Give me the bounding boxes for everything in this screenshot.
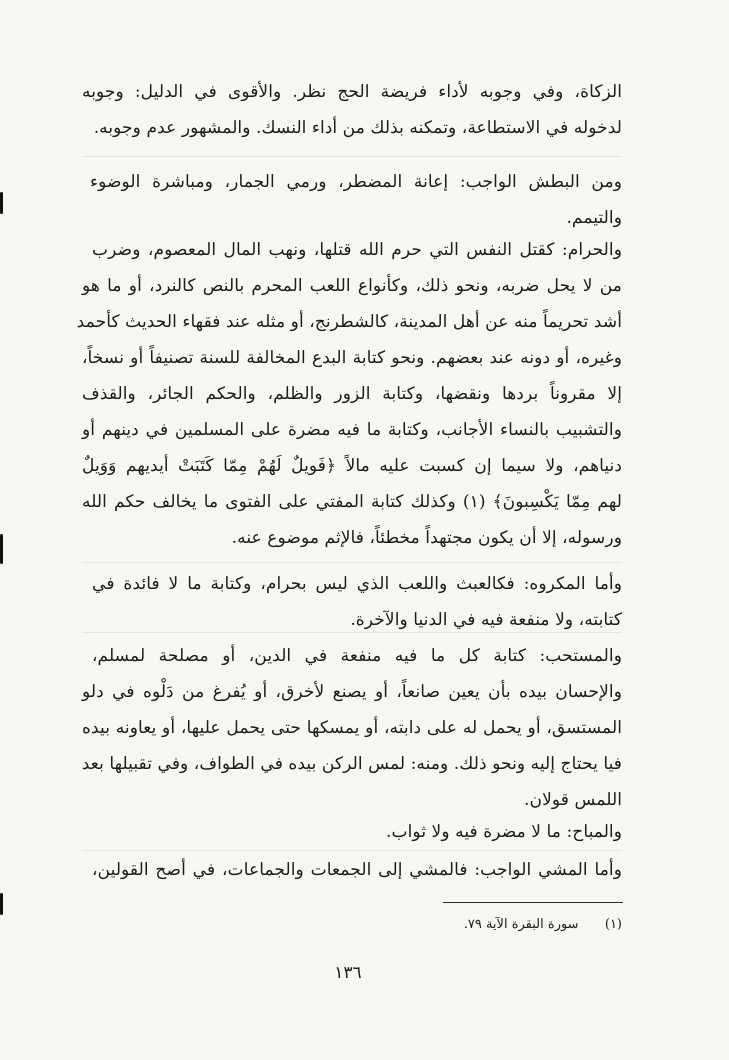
binding-mark-middle bbox=[0, 534, 3, 564]
paragraph-separator bbox=[82, 156, 622, 157]
page-number: ١٣٦ bbox=[334, 963, 362, 983]
text-line: كتابته، ولا منفعة فيه في الدنيا والآخرة. bbox=[350, 610, 622, 630]
text-line: والإحسان بيده بأن يعين صانعاً، أو يصنع لأخرق، أو يُفرغ من دَلْوه في دلو bbox=[82, 682, 622, 702]
text-line: المستسق، أو يحمل له على دابته، أو يمسكها حتى يحمل عليها، أو يعاونه بيده bbox=[82, 718, 622, 738]
text-line: اللمس قولان. bbox=[524, 790, 622, 810]
text-line: والمباح: ما لا مضرة فيه ولا ثواب. bbox=[386, 822, 622, 842]
paragraph-separator bbox=[82, 850, 622, 851]
footnote-separator bbox=[443, 902, 623, 903]
text-line: الزكاة، وفي وجوبه لأداء فريضة الحج نظر. والأقوى في الدليل: وجوبه bbox=[82, 82, 622, 102]
text-line: ورسوله، إلا أن يكون مجتهداً مخطئاً، فالإثم موضوع عنه. bbox=[231, 528, 622, 548]
text-line: لدخوله في الاستطاعة، وتمكنه بذلك من أداء النسك. والمشهور عدم وجوبه. bbox=[93, 118, 622, 138]
footnote-text: سورة البقرة الآية ٧٩. bbox=[463, 917, 579, 932]
text-line: إلا مقروناً بردها ونقضها، وكتابة الزور والظلم، والحكم الجائر، والقذف bbox=[82, 384, 622, 404]
text-line: من لا يحل ضربه، ونحو ذلك، وكأنواع اللعب المحرم بالنص كالنرد، أو ما هو bbox=[82, 276, 622, 296]
paragraph-separator bbox=[82, 562, 622, 563]
footnote bbox=[464, 917, 622, 932]
text-line: وأما المكروه: فكالعبث واللعب الذي ليس بحرام، وكتابة ما لا فائدة في bbox=[92, 574, 622, 594]
text-line: وغيره، أو دونه عند بعضهم. ونحو كتابة البدع المخالفة للسنة تصنيفاً أو نسخاً، bbox=[82, 348, 622, 368]
text-line: والحرام: كقتل النفس التي حرم الله قتلها، ونهب المال المعصوم، وضرب bbox=[92, 240, 622, 260]
footnote-marker: (١) bbox=[604, 917, 622, 932]
text-line: أشد تحريماً منه عن أهل المدينة، كالشطرنج، أو مثله عند فقهاء الحديث كأحمد bbox=[76, 312, 622, 332]
text-line: لهم مِمّا يَكْسِبونَ﴾ (١) وكذلك كتابة المفتي على الفتوى ما يخالف حكم الله bbox=[82, 492, 622, 512]
text-line: والتيمم. bbox=[566, 208, 622, 228]
text-line: دنياهم، ولا سيما إن كسبت عليه مالاً ﴿فَويلٌ لَهُمْ مِمّا كَتَبَتْ أيديهم وَوَيلٌ bbox=[82, 456, 622, 476]
text-line: ومن البطش الواجب: إعانة المضطر، ورمي الجمار، ومباشرة الوضوء bbox=[90, 172, 622, 192]
binding-mark-bottom bbox=[0, 893, 3, 915]
text-line: فيا يحتاج إليه ونحو ذلك. ومنه: لمس الركن بيده في الطواف، وفي تقبيلها بعد bbox=[81, 754, 622, 774]
text-line: والمستحب: كتابة كل ما فيه منفعة في الدين، أو مصلحة لمسلم، bbox=[92, 646, 622, 666]
text-line: والتشبيب بالنساء الأجانب، وكتابة ما فيه مضرة على المسلمين في دينهم أو bbox=[82, 420, 622, 440]
paragraph-separator bbox=[82, 632, 622, 633]
binding-mark-top bbox=[0, 192, 3, 214]
text-line: وأما المشي الواجب: فالمشي إلى الجمعات والجماعات، في أصح القولين، bbox=[92, 860, 622, 880]
